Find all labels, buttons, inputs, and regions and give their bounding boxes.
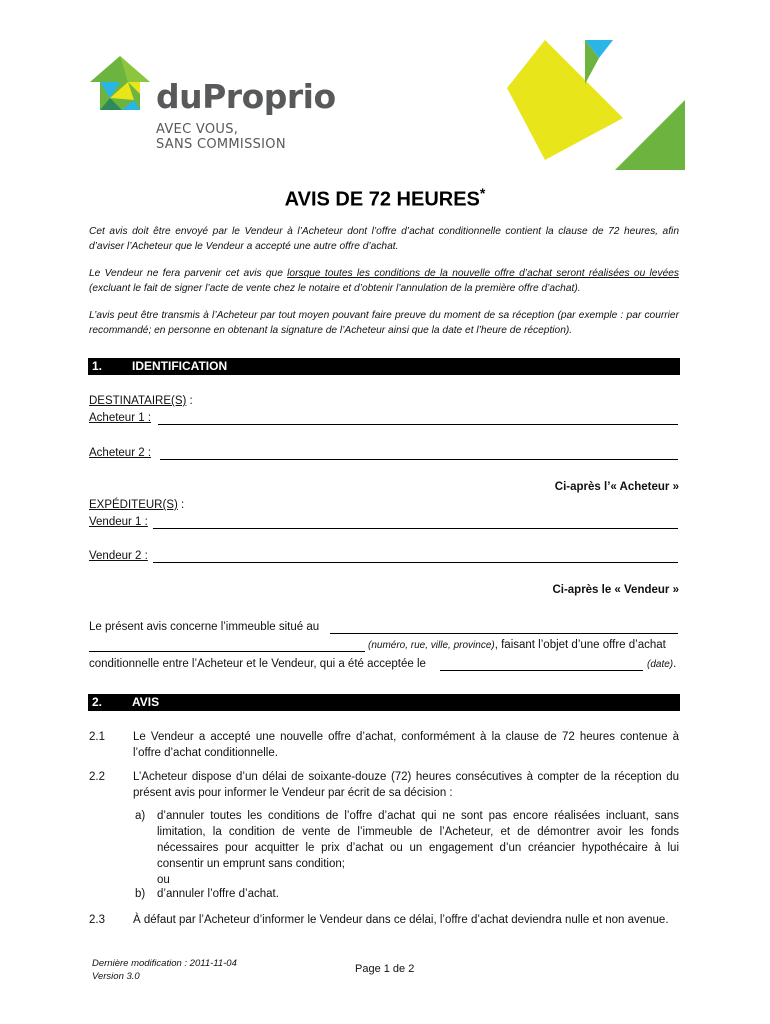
property-text-a: Le présent avis concerne l’immeuble situé au <box>89 621 320 633</box>
clause-2-1-number: 2.1 <box>89 731 105 743</box>
option-b-label: b) <box>135 888 146 900</box>
seller-1-label: Vendeur 1 : <box>89 516 148 528</box>
destinataires-label: DESTINATAIRE(S) : <box>89 395 193 407</box>
seller-designation: Ci-après le « Vendeur » <box>552 584 679 596</box>
date-hint: (date). <box>647 658 677 670</box>
logo-tagline-1: AVEC VOUS, <box>156 122 239 137</box>
decorative-shapes <box>505 38 690 170</box>
footer-modified-date: Dernière modification : 2011-11-04 <box>92 958 237 969</box>
section-1-header: 1. IDENTIFICATION <box>88 358 680 375</box>
page-number: Page 1 de 2 <box>355 963 415 975</box>
buyer-2-label: Acheteur 2 : <box>89 447 152 459</box>
expediteurs-label: EXPÉDITEUR(S) : <box>89 499 185 511</box>
logo-wordmark: duProprio <box>156 77 336 116</box>
property-text-b: (numéro, rue, ville, province), faisant l’objet d’une offre d’achat <box>368 639 666 651</box>
intro-paragraph-1: Cet avis doit être envoyé par le Vendeur à l’Acheteur dont l’offre d’achat conditionnelle contient la clause de 72 heures, afin d’aviser l’Acheteur que le Vendeur a accepté une autre offre d’achat. <box>89 226 679 252</box>
property-text-c: conditionnelle entre l’Acheteur et le Vendeur, qui a été acceptée le <box>89 658 426 670</box>
option-a-text: d’annuler toutes les conditions de l’offre d’achat qui ne sont pas encore réalisées incluant, sans limitation, la condition de vente de l’immeuble de l’Acheteur, et de démontrer avoir les fonds nécessaires pour acquitter le prix d’achat ou un engagement d’un créancier hypothécaire à lui consentir un emprunt sans condition; <box>157 810 679 870</box>
buyer-designation: Ci-après l’« Acheteur » <box>554 481 679 493</box>
clause-2-3-number: 2.3 <box>89 914 105 926</box>
seller-2-label: Vendeur 2 : <box>89 550 148 562</box>
option-b-text: d’annuler l’offre d’achat. <box>157 888 279 900</box>
intro-paragraph-3: L’avis peut être transmis à l’Acheteur par tout moyen pouvant faire preuve du moment de sa réception (par exemple : par courrier recommandé; en personne en obtenant la signature de l’Acheteur ainsi que la date et l’heure de réception). <box>89 310 679 336</box>
footer-version: Version 3.0 <box>92 971 140 982</box>
buyer-1-label: Acheteur 1 : <box>89 412 152 424</box>
seller-1-field[interactable] <box>153 528 678 529</box>
property-address-field[interactable] <box>330 633 678 634</box>
clause-2-1-text: Le Vendeur a accepté une nouvelle offre d’achat, conformément à la clause de 72 heures contenue à l’offre d’achat conditionnelle. <box>133 731 679 759</box>
duproprio-logo-icon <box>88 54 152 112</box>
acceptance-date-field[interactable] <box>440 670 643 671</box>
clause-2-3-text: À défaut par l’Acheteur d’informer le Vendeur dans ce délai, l’offre d’achat deviendra nulle et non avenue. <box>133 914 669 926</box>
option-or: ou <box>157 874 170 886</box>
clause-2-2-number: 2.2 <box>89 771 105 783</box>
logo-tagline-2: SANS COMMISSION <box>156 137 286 152</box>
page-title: AVIS DE 72 HEURES* <box>284 185 486 211</box>
section-2-header: 2. AVIS <box>88 694 680 711</box>
property-address-field-2[interactable] <box>89 651 365 652</box>
seller-2-field[interactable] <box>153 562 678 563</box>
buyer-1-field[interactable] <box>158 424 678 425</box>
option-a-label: a) <box>135 810 146 822</box>
clause-2-2-text: L’Acheteur dispose d’un délai de soixante-douze (72) heures consécutives à compter de la réception du présent avis pour informer le Vendeur par écrit de sa décision : <box>133 771 679 799</box>
buyer-2-field[interactable] <box>160 459 678 460</box>
intro-paragraph-2: Le Vendeur ne fera parvenir cet avis que lorsque toutes les conditions de la nouvelle offre d’achat seront réalisées ou levées (excluant le fait de signer l’acte de vente chez le notaire et d’obtenir l’annulation de la première offre d’achat). <box>89 268 679 294</box>
